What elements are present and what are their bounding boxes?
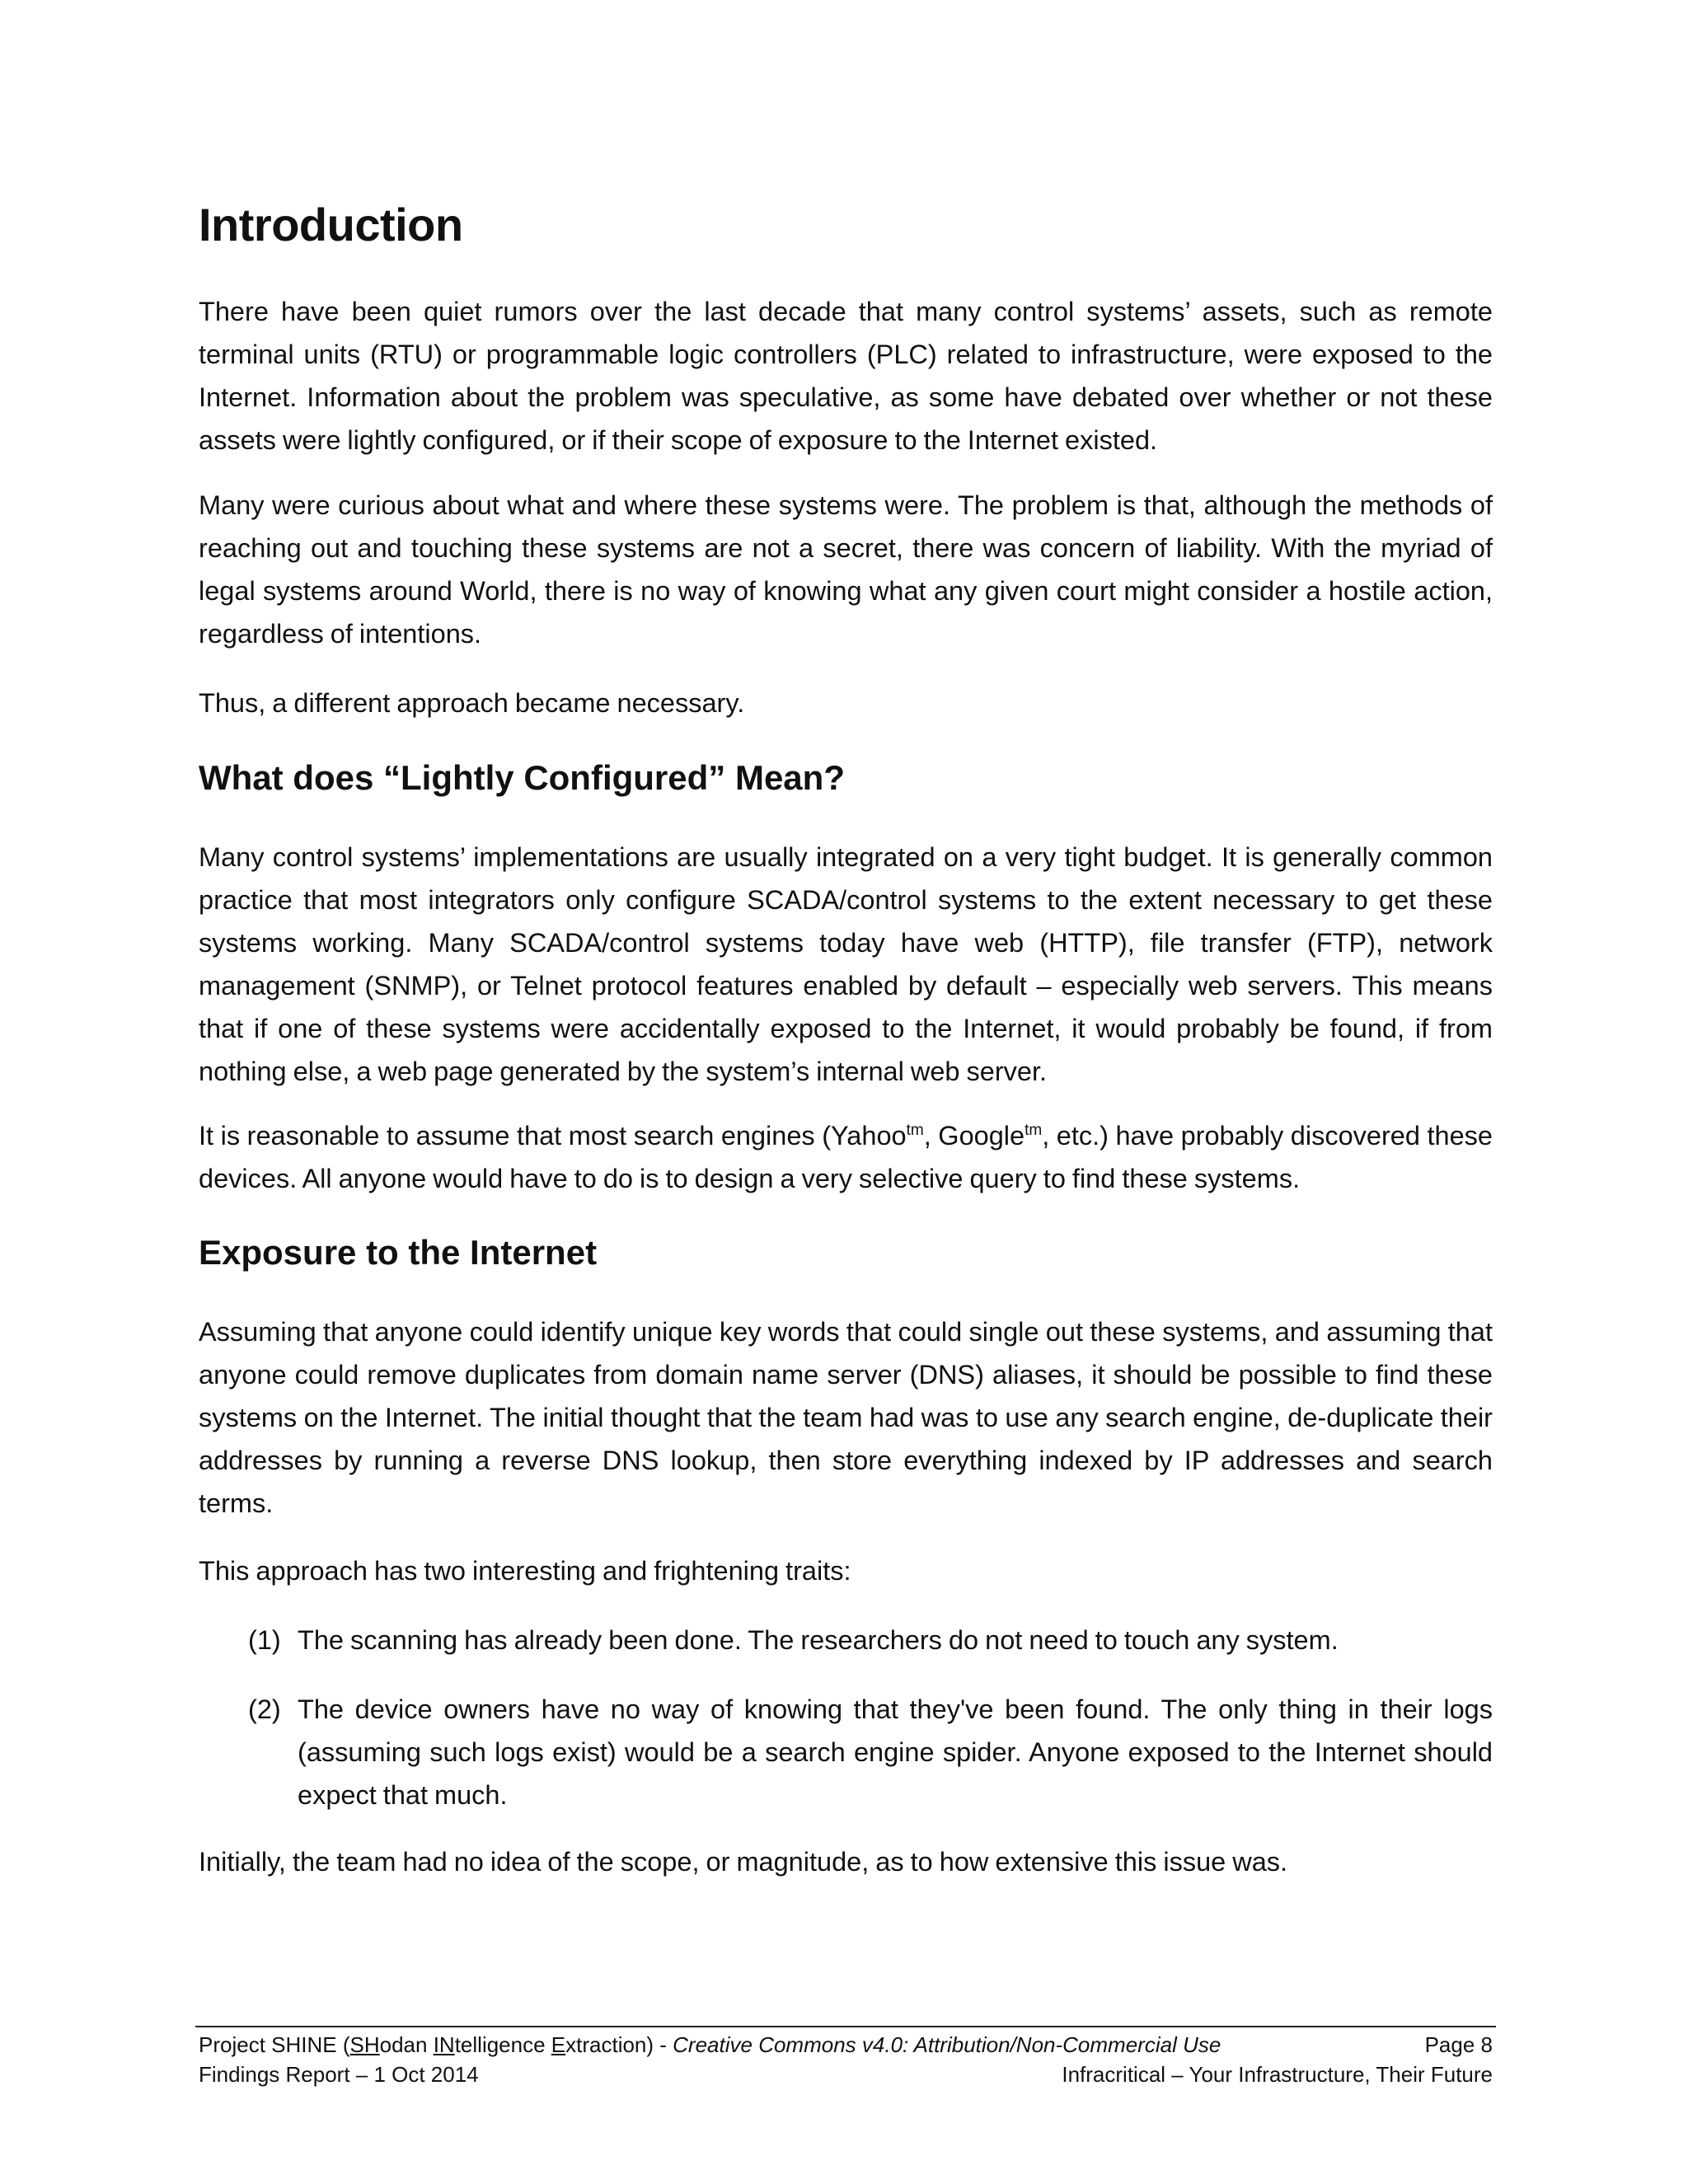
exposure-paragraph-2: This approach has two interesting and frightening traits:: [199, 1556, 851, 1586]
footer-in: IN: [433, 2032, 455, 2057]
footer-report-date: Findings Report – 1 Oct 2014: [199, 2062, 479, 2087]
footer-sh: SH: [349, 2032, 380, 2057]
lightly-p2-part-b: , Google: [923, 1121, 1025, 1151]
footer-page-number: Page 8: [1424, 2032, 1493, 2057]
heading-lightly-configured: What does “Lightly Configured” Mean?: [199, 758, 845, 797]
lightly-p2-part-a: It is reasonable to assume that most search engines (Yahoo: [199, 1121, 907, 1151]
lightly-paragraph-1: Many control systems’ implementations are usually integrated on a very tight budget. It is generally common practice that most integrators only configure SCADA/control systems to the extent necessary to get these systems working. Many SCADA/control systems today have web (HTTP), file transfer (FTP), network management (SNMP), or Telnet protocol features enabled by default – especially web servers. This means that if one of these systems were accidentally exposed to the Internet, it would probably be found, if from nothing else, a web page generated by the system’s internal web server.: [199, 842, 1493, 1086]
footer-e: E: [551, 2032, 566, 2057]
trademark-google: tm: [1025, 1122, 1043, 1140]
footer-license: Creative Commons v4.0: Attribution/Non-Commercial Use: [673, 2032, 1221, 2057]
intro-paragraph-1: There have been quiet rumors over the last decade that many control systems’ assets, such as remote terminal units (RTU) or programmable logic controllers (PLC) related to infrastructure, were exposed to the Internet. Information about the problem was speculative, as some have debated over whether or not these assets were lightly configured, or if their scope of exposure to the Internet existed.: [199, 297, 1493, 455]
list-item-text: The device owners have no way of knowing that they've been found. The only thing in their logs (assuming such logs exist) would be a search engine spider. Anyone exposed to the Internet should expect that much.: [298, 1694, 1493, 1810]
footer-line-1: [199, 2031, 1493, 2059]
list-item-text: The scanning has already been done. The researchers do not need to touch any system.: [298, 1625, 1339, 1655]
footer-project-prefix: Project SHINE (: [199, 2032, 350, 2057]
list-item: [248, 1688, 1493, 1816]
trademark-yahoo: tm: [906, 1122, 924, 1140]
exposure-paragraph-3: Initially, the team had no idea of the scope, or magnitude, as to how extensive this issue was.: [199, 1847, 1288, 1877]
heading-exposure: Exposure to the Internet: [199, 1233, 598, 1272]
lightly-paragraph-2: [199, 1114, 1493, 1200]
heading-introduction: Introduction: [199, 199, 463, 251]
list-item-number: (2): [248, 1694, 281, 1724]
intro-paragraph-2: Many were curious about what and where these systems were. The problem is that, although the methods of reaching out and touching these systems are not a secret, there was concern of liability. With the myriad of legal systems around World, there is no way of knowing what any given court might consider a hostile action, regardless of intentions.: [199, 490, 1493, 649]
list-item: [248, 1619, 1493, 1661]
exposure-paragraph-1: Assuming that anyone could identify unique key words that could single out these systems, and assuming that anyone could remove duplicates from domain name server (DNS) aliases, it should be possible to find these systems on the Internet. The initial thought that the team had was to use any search engine, de-duplicate their addresses by running a reverse DNS lookup, then store everything indexed by IP addresses and search terms.: [199, 1317, 1493, 1518]
footer-xtraction: xtraction) -: [565, 2032, 673, 2057]
lightly-p2-part-c: , etc.) have probably discovered these devices. All anyone would have to do is to design a very selective query to find these systems.: [199, 1121, 1493, 1193]
intro-paragraph-3: Thus, a different approach became necessary.: [199, 688, 745, 718]
footer-telligence: telligence: [454, 2032, 551, 2057]
list-item-number: (1): [248, 1625, 281, 1655]
footer-tagline: Infracritical – Your Infrastructure, Their Future: [1062, 2062, 1493, 2087]
footer-odan: odan: [379, 2032, 434, 2057]
footer-rule: [195, 2026, 1496, 2027]
footer-line-2: [199, 2060, 1493, 2088]
